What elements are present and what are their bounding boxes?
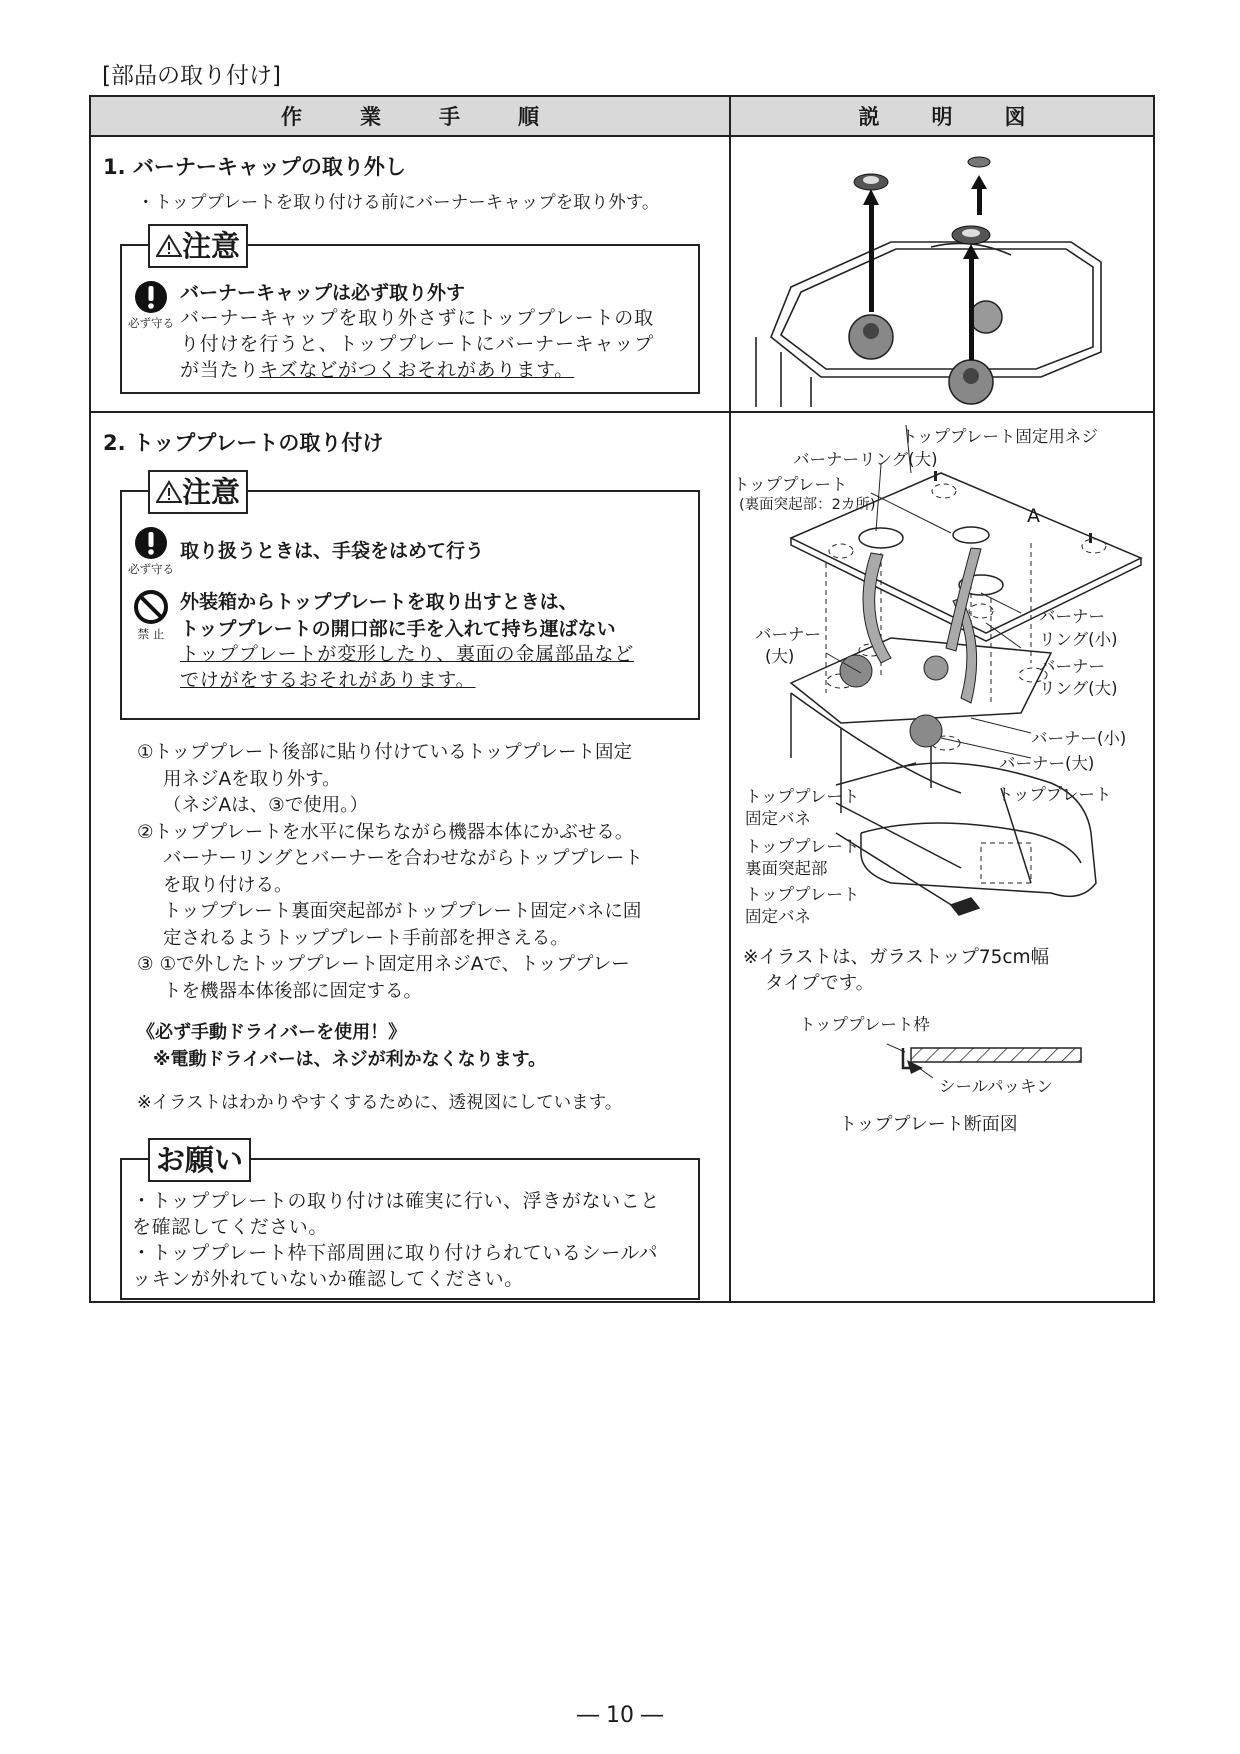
label-burner-small: バーナー(小) bbox=[1031, 729, 1127, 748]
step1-warn-line: り付けを行うと、トッププレートにバーナーキャップ bbox=[180, 333, 654, 355]
driver-note: ※電動ドライバーは、ネジが利かなくなります。 bbox=[153, 1049, 547, 1070]
label-frame: トッププレート枠 bbox=[799, 1015, 930, 1034]
request-label: お願い bbox=[148, 1138, 251, 1182]
step1-title: 1. バーナーキャップの取り外し bbox=[103, 155, 406, 179]
label-fix-spring: トッププレート bbox=[745, 787, 860, 806]
step2-diagram-cell bbox=[730, 412, 1154, 1302]
burners bbox=[840, 655, 948, 747]
label-protrusion: トッププレート bbox=[745, 837, 860, 856]
proc-line: ①トッププレート後部に貼り付けているトッププレート固定 bbox=[137, 742, 632, 763]
request-line: ・トッププレート枠下部周囲に取り付けられているシールパ bbox=[132, 1242, 659, 1264]
exclamation-icon bbox=[134, 280, 168, 314]
step2-warn2-bold: 外装箱からトッププレートを取り出すときは、 bbox=[180, 591, 578, 613]
step2-title: 2. トッププレートの取り付け bbox=[103, 431, 384, 455]
burner-small-right bbox=[970, 301, 1002, 333]
prohibit-caption: 禁 止 bbox=[137, 627, 165, 641]
label-topplate: トッププレート bbox=[733, 475, 848, 494]
proc-line: トッププレート裏面突起部がトッププレート固定バネに固 bbox=[163, 901, 642, 922]
step1-bullet: ・トッププレートを取り付ける前にバーナーキャップを取り外す。 bbox=[137, 193, 660, 213]
step1-warn-bold: バーナーキャップは必ず取り外す bbox=[180, 282, 466, 304]
proc-line: を取り付ける。 bbox=[163, 874, 293, 896]
warning-triangle-icon bbox=[156, 480, 182, 504]
burner-cap-removal-illustration bbox=[731, 137, 1151, 407]
prohibit-icon-group bbox=[122, 589, 180, 642]
label-fix-spring: 固定バネ bbox=[745, 809, 811, 828]
header-char: 順 bbox=[518, 105, 539, 129]
label-protrusion: 裏面突起部 bbox=[745, 859, 828, 878]
header-char: 作 bbox=[281, 105, 302, 129]
label-ring-small: リング(小) bbox=[1039, 630, 1118, 649]
proc-line: （ネジAは、③で使用。） bbox=[163, 795, 368, 816]
header-diagram bbox=[730, 96, 1154, 136]
label-ring-large-top: バーナーリング(大) bbox=[793, 450, 938, 469]
step2-warn2-line: でけがをするおそれがあります。 bbox=[180, 669, 476, 691]
request-box bbox=[120, 1143, 700, 1300]
proc-line: バーナーリングとバーナーを合わせながらトッププレート bbox=[163, 848, 643, 869]
warning-triangle-icon bbox=[156, 234, 182, 258]
procedure-steps bbox=[137, 740, 729, 1005]
must-caption: 必ず守る bbox=[128, 562, 174, 576]
exclamation-icon bbox=[134, 526, 168, 560]
request-line: ッキンが外れていないか確認してください。 bbox=[132, 1268, 524, 1290]
must-caption: 必ず守る bbox=[128, 316, 174, 330]
step2-warn2-line: トッププレートが変形したり、裏面の金属部品など bbox=[180, 643, 635, 665]
header-procedure bbox=[90, 96, 730, 136]
step1-diagram-cell bbox=[730, 136, 1154, 412]
proc-line: ③ ①で外したトッププレート固定用ネジAで、トッププレー bbox=[137, 954, 630, 975]
header-char: 図 bbox=[1004, 105, 1026, 129]
illust-note: ※イラストはわかりやすくするために、透視図にしています。 bbox=[137, 1093, 623, 1113]
header-char: 説 bbox=[858, 105, 880, 129]
label-seal: シールパッキン bbox=[939, 1077, 1053, 1096]
step1-warn-line: バーナーキャップを取り外さずにトッププレートの取 bbox=[180, 307, 654, 329]
label-topplate-right: トッププレート bbox=[997, 785, 1112, 804]
header-char: 明 bbox=[931, 105, 953, 129]
header-char: 業 bbox=[360, 105, 381, 129]
label-fix-spring-b: 固定バネ bbox=[745, 907, 811, 926]
procedure-table bbox=[89, 95, 1155, 1303]
step1-warn-underlined: キズなどがつくおそれがあります。 bbox=[259, 359, 575, 381]
label-burner-large-left: バーナー bbox=[755, 625, 821, 644]
label-ring-small: バーナー bbox=[1039, 607, 1105, 626]
proc-line: 用ネジAを取り外す。 bbox=[163, 768, 341, 790]
label-topplate-note: (裏面突起部：2カ所) bbox=[739, 497, 876, 513]
diagram-illust-note: ※イラストは、ガラストップ75cm幅 bbox=[743, 947, 1050, 968]
step1-cell bbox=[90, 136, 730, 412]
diagram-illust-note: タイプです。 bbox=[765, 973, 875, 994]
section-title: [部品の取り付け] bbox=[102, 63, 281, 89]
proc-line: トを機器本体後部に固定する。 bbox=[163, 980, 423, 1002]
request-line: を確認してください。 bbox=[132, 1216, 329, 1238]
driver-note: 《必ず手動ドライバーを使用！》 bbox=[137, 1022, 407, 1043]
section-caption: トッププレート断面図 bbox=[839, 1114, 1018, 1135]
screws bbox=[934, 471, 1092, 543]
header-char: 手 bbox=[439, 105, 460, 129]
label-fix-spring-b: トッププレート bbox=[745, 885, 860, 904]
label-ring-large: バーナー bbox=[1039, 657, 1105, 676]
step2-caution-box bbox=[120, 475, 700, 720]
step2-cell bbox=[90, 412, 730, 1302]
burner-large-left bbox=[849, 315, 893, 359]
prohibit-icon bbox=[133, 589, 169, 625]
step1-caution-box bbox=[120, 229, 700, 394]
must-do-icon-group bbox=[122, 526, 180, 577]
caution-label-text: 注意 bbox=[182, 229, 241, 263]
request-line: ・トッププレートの取り付けは確実に行い、浮きがないこと bbox=[132, 1190, 660, 1212]
caution-label bbox=[148, 224, 248, 268]
proc-line: 定されるようトッププレート手前部を押さえる。 bbox=[163, 927, 569, 949]
caution-label bbox=[148, 470, 248, 514]
label-ring-large: リング(大) bbox=[1039, 679, 1118, 698]
burner-large-front bbox=[949, 360, 993, 404]
step2-warn1-bold: 取り扱うときは、手袋をはめて行う bbox=[180, 540, 485, 562]
step1-warn-line: が当たり bbox=[180, 359, 260, 381]
label-burner-large-left: (大) bbox=[765, 647, 795, 666]
caution-label-text: 注意 bbox=[182, 475, 241, 509]
step2-warn2-bold: トッププレートの開口部に手を入れて持ち運ばない bbox=[180, 618, 616, 640]
must-do-icon-group bbox=[122, 280, 180, 331]
proc-line: ②トッププレートを水平に保ちながら機器本体にかぶせる。 bbox=[137, 821, 634, 843]
label-screw: トッププレート固定用ネジ bbox=[901, 427, 1098, 446]
label-A: A bbox=[1027, 505, 1040, 527]
page-number: ― 10 ― bbox=[577, 1703, 663, 1728]
label-burner-large-right: バーナー(大) bbox=[999, 754, 1095, 773]
